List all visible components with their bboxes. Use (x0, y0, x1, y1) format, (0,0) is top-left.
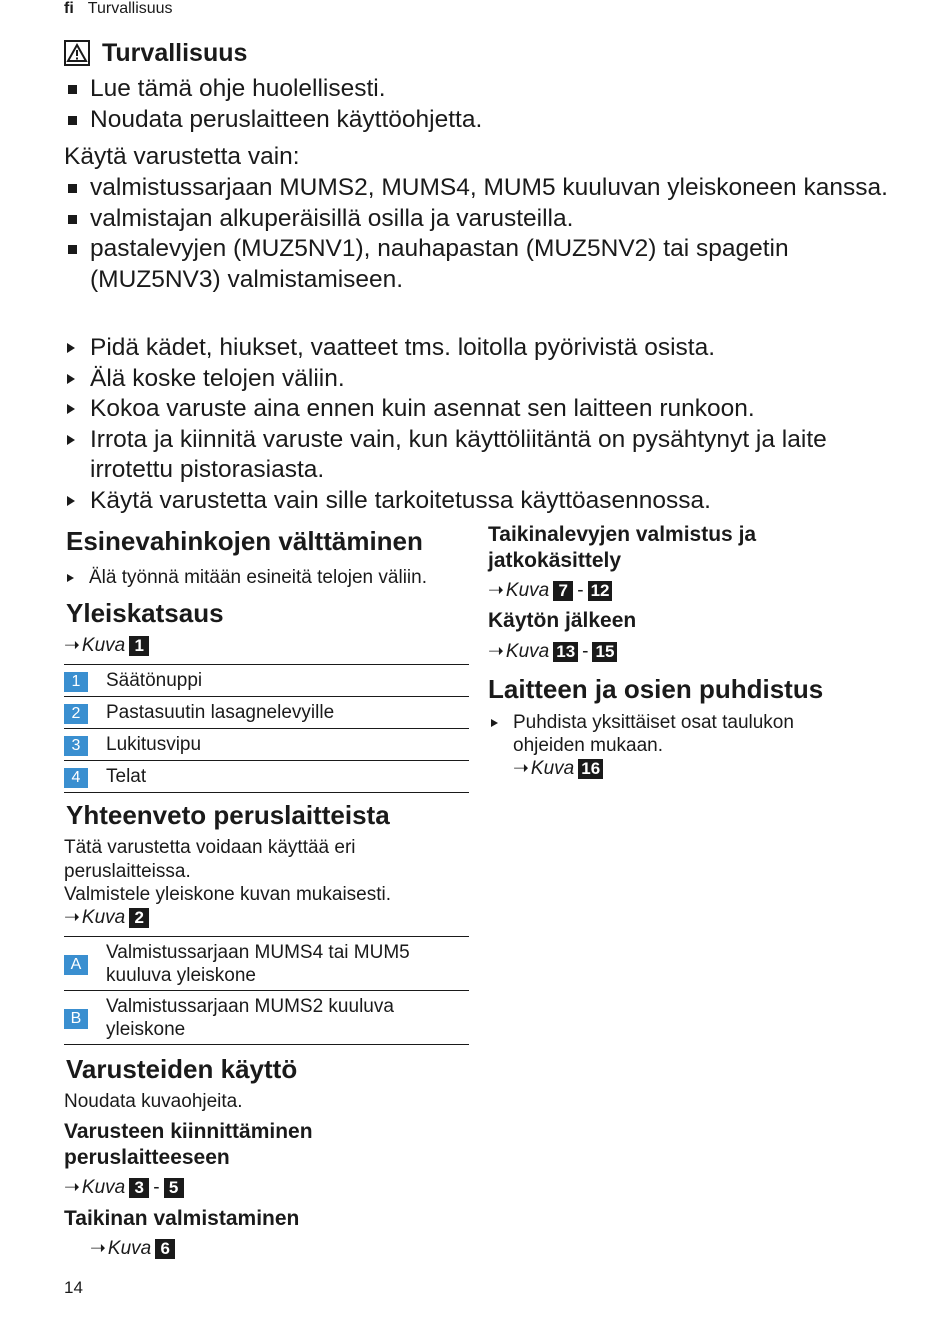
part-label: Pastasuutin lasagnelevyille (106, 701, 335, 723)
figure-ref: ➝ Kuva 13 - 15 (488, 640, 617, 664)
figure-ref: ➝ Kuva 6 (90, 1237, 175, 1261)
cleaning-list (488, 711, 848, 757)
device-label: Valmistussarjaan MUMS4 tai MUM5 kuuluva yleiskone (106, 941, 410, 986)
figure-badge: 6 (155, 1239, 175, 1259)
read-instructions-list (64, 74, 904, 135)
warning-icon (64, 40, 90, 66)
table-row (64, 761, 469, 793)
page-header (64, 0, 173, 18)
usage-title: Varusteiden käyttö (66, 1054, 298, 1084)
sheets-title: Taikinalevyjen valmistus ja jatkokäsittely (488, 523, 757, 572)
device-label: Valmistussarjaan MUMS2 kuuluva yleiskone (106, 995, 394, 1040)
figure-badge: 7 (553, 581, 573, 601)
arrow-right-icon: ➝ (513, 758, 529, 779)
devices-table (64, 936, 469, 1045)
list-item: Irrota ja kiinnitä varuste vain, kun käyttöliitäntä on pysähtynyt ja laite irrotettu pistorasiasta. (64, 425, 904, 486)
list-item: Käytä varustetta vain sille tarkoitetussa käyttöasennossa. (64, 486, 904, 517)
part-number: 3 (64, 736, 88, 756)
part-number: 1 (64, 672, 88, 692)
figure-badge: 12 (588, 581, 613, 601)
usage-text: Noudata kuvaohjeita. (64, 1091, 243, 1112)
list-item: Älä työnnä mitään esineitä telojen väliin. (64, 566, 474, 589)
figure-badge: 16 (578, 759, 603, 779)
figure-badge: 2 (129, 908, 149, 928)
part-label: Säätönuppi (106, 669, 203, 691)
figure-ref: ➝ Kuva 3 - 5 (64, 1176, 184, 1200)
attach-title: Varusteen kiinnittäminen peruslaitteeseen (64, 1120, 313, 1169)
arrow-right-icon: ➝ (64, 907, 80, 928)
part-label: Telat (106, 765, 147, 787)
safety-title (64, 38, 247, 68)
warnings-list (64, 333, 904, 516)
figure-ref: ➝ Kuva 16 (513, 757, 603, 781)
table-row (64, 937, 469, 991)
figure-ref: ➝ Kuva 1 (64, 634, 149, 658)
figure-ref: ➝ Kuva 7 - 12 (488, 579, 612, 603)
summary-text-2: Valmistele yleiskone kuvan mukaisesti. (64, 884, 392, 905)
safety-title-text: Turvallisuus (102, 39, 248, 67)
damage-list (64, 566, 474, 589)
page-number: 14 (64, 1278, 83, 1297)
overview-title: Yleiskatsaus (66, 598, 224, 628)
after-use-title: Käytön jälkeen (488, 609, 637, 632)
table-row (64, 697, 469, 729)
list-item: Älä koske telojen väliin. (64, 364, 904, 395)
arrow-right-icon: ➝ (488, 641, 504, 662)
dough-title: Taikinan valmistaminen (64, 1207, 300, 1230)
figure-badge: 3 (129, 1178, 149, 1198)
arrow-right-icon: ➝ (90, 1238, 106, 1259)
figure-badge: 15 (592, 642, 617, 662)
table-row (64, 665, 469, 697)
list-item: pastalevyjen (MUZ5NV1), nauhapastan (MUZ5NV2) tai spagetin (MUZ5NV3) valmistamiseen. (64, 234, 904, 295)
part-number: 2 (64, 704, 88, 724)
use-intro: Käytä varustetta vain: (64, 143, 300, 170)
summary-title: Yhteenveto peruslaitteista (66, 800, 390, 830)
table-row (64, 991, 469, 1045)
arrow-right-icon: ➝ (64, 635, 80, 656)
arrow-right-icon: ➝ (64, 1177, 80, 1198)
arrow-right-icon: ➝ (488, 580, 504, 601)
header-section: Turvallisuus (87, 0, 173, 17)
parts-table (64, 664, 469, 793)
list-item: valmistajan alkuperäisillä osilla ja varusteilla. (64, 204, 904, 235)
use-conditions-list (64, 173, 904, 295)
language-code: fi (64, 0, 74, 17)
part-label: Lukitusvipu (106, 733, 202, 755)
summary-text: Tätä varustetta voidaan käyttää eri peruslaitteissa. (64, 837, 356, 882)
figure-badge: 5 (164, 1178, 184, 1198)
list-item: Puhdista yksittäiset osat taulukon ohjeiden mukaan. (488, 711, 848, 757)
device-letter: B (64, 1009, 88, 1029)
damage-title: Esinevahinkojen välttäminen (66, 526, 423, 556)
cleaning-title: Laitteen ja osien puhdistus (488, 674, 824, 704)
device-letter: A (64, 955, 88, 975)
list-item: Pidä kädet, hiukset, vaatteet tms. loitolla pyörivistä osista. (64, 333, 904, 364)
list-item: Kokoa varuste aina ennen kuin asennat sen laitteen runkoon. (64, 394, 904, 425)
list-item: Noudata peruslaitteen käyttöohjetta. (64, 105, 904, 136)
list-item: Lue tämä ohje huolellisesti. (64, 74, 904, 105)
figure-badge: 13 (553, 642, 578, 662)
list-item: valmistussarjaan MUMS2, MUMS4, MUM5 kuuluvan yleiskoneen kanssa. (64, 173, 904, 204)
part-number: 4 (64, 768, 88, 788)
figure-ref: ➝ Kuva 2 (64, 906, 149, 930)
table-row (64, 729, 469, 761)
figure-badge: 1 (129, 636, 149, 656)
